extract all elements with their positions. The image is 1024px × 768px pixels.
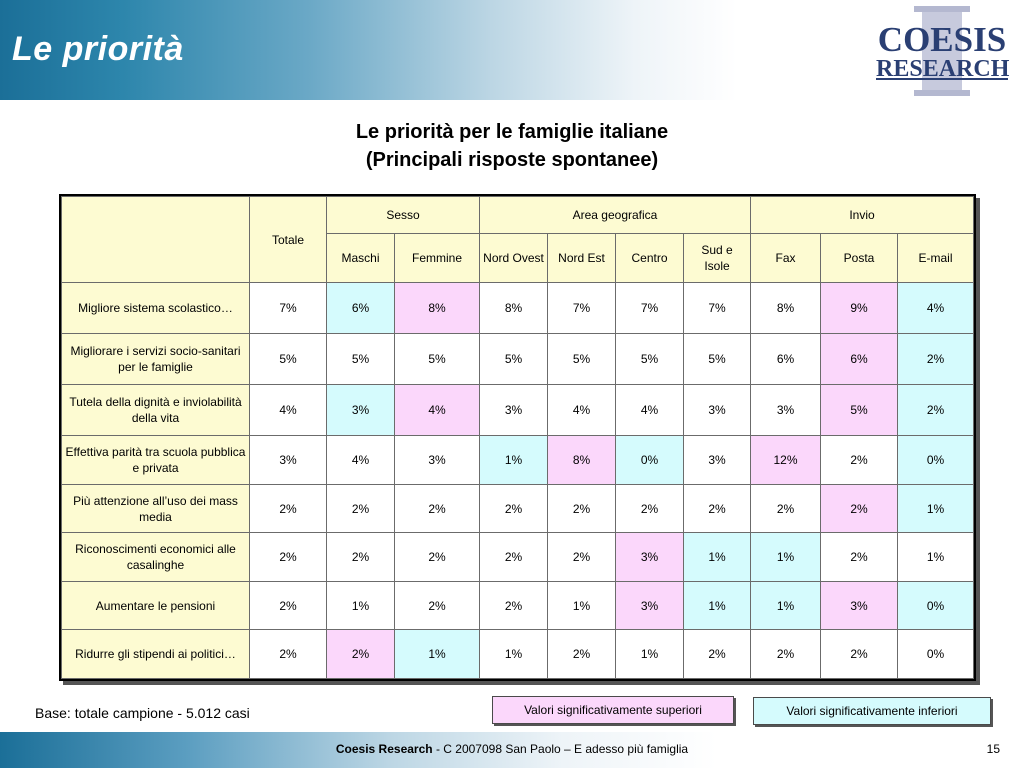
row-label: Migliore sistema scolastico… — [62, 283, 250, 334]
table-row — [62, 436, 974, 485]
value-cell: 8% — [480, 283, 548, 334]
value-cell: 6% — [751, 334, 821, 385]
value-cell: 3% — [395, 436, 480, 485]
value-cell: 4% — [327, 436, 395, 485]
header-invio: Invio — [751, 197, 974, 234]
value-cell: 2% — [616, 485, 684, 533]
value-cell: 5% — [250, 334, 327, 385]
logo-text-coesis: COESIS — [877, 20, 1007, 59]
value-cell: 3% — [327, 385, 395, 436]
value-cell: 2% — [684, 630, 751, 679]
value-cell: 5% — [480, 334, 548, 385]
subheader-cell: Nord Ovest — [480, 234, 548, 283]
row-label: Riconoscimenti economici alle casalinghe — [62, 533, 250, 582]
value-cell: 2% — [821, 436, 898, 485]
value-cell: 8% — [751, 283, 821, 334]
value-cell: 3% — [684, 436, 751, 485]
table-row — [62, 283, 974, 334]
slide-title: Le priorità — [12, 30, 184, 68]
value-cell: 12% — [751, 436, 821, 485]
value-cell: 1% — [898, 485, 974, 533]
legend-lower-values: Valori significativamente inferiori — [753, 697, 991, 725]
value-cell: 0% — [898, 582, 974, 630]
value-cell: 2% — [395, 582, 480, 630]
value-cell: 2% — [327, 485, 395, 533]
value-cell: 2% — [821, 485, 898, 533]
table-title — [0, 118, 1024, 174]
value-cell: 0% — [616, 436, 684, 485]
footer-description: - C 2007098 San Paolo – E adesso più famiglia — [432, 742, 689, 756]
coesis-logo — [876, 6, 1008, 96]
page-number: 15 — [986, 742, 1000, 756]
row-label: Ridurre gli stipendi ai politici… — [62, 630, 250, 679]
value-cell: 2% — [684, 485, 751, 533]
row-label: Migliorare i servizi socio-sanitari per le famiglie — [62, 334, 250, 385]
value-cell: 2% — [480, 533, 548, 582]
value-cell: 4% — [616, 385, 684, 436]
value-cell: 1% — [327, 582, 395, 630]
value-cell: 3% — [751, 385, 821, 436]
value-cell: 7% — [548, 283, 616, 334]
header-totale: Totale — [250, 197, 327, 283]
value-cell: 2% — [480, 582, 548, 630]
value-cell: 2% — [548, 533, 616, 582]
value-cell: 5% — [684, 334, 751, 385]
value-cell: 3% — [250, 436, 327, 485]
value-cell: 2% — [821, 630, 898, 679]
value-cell: 2% — [751, 485, 821, 533]
header-area-geografica: Area geografica — [480, 197, 751, 234]
value-cell: 2% — [250, 630, 327, 679]
value-cell: 3% — [616, 533, 684, 582]
value-cell: 2% — [480, 485, 548, 533]
value-cell: 2% — [751, 630, 821, 679]
value-cell: 1% — [684, 582, 751, 630]
value-cell: 4% — [898, 283, 974, 334]
subheader-cell: Posta — [821, 234, 898, 283]
value-cell: 5% — [327, 334, 395, 385]
table-row — [62, 385, 974, 436]
value-cell: 2% — [250, 533, 327, 582]
table-row — [62, 630, 974, 679]
subheader-cell: E-mail — [898, 234, 974, 283]
value-cell: 6% — [821, 334, 898, 385]
base-note: Base: totale campione - 5.012 casi — [35, 705, 250, 721]
value-cell: 2% — [327, 533, 395, 582]
subheader-cell: Nord Est — [548, 234, 616, 283]
value-cell: 4% — [548, 385, 616, 436]
value-cell: 8% — [395, 283, 480, 334]
value-cell: 1% — [480, 630, 548, 679]
table-title-line2: (Principali risposte spontanee) — [365, 149, 659, 171]
value-cell: 0% — [898, 436, 974, 485]
value-cell: 4% — [250, 385, 327, 436]
table-title-line1: Le priorità per le famiglie italiane — [355, 121, 669, 143]
value-cell: 0% — [898, 630, 974, 679]
value-cell: 1% — [898, 533, 974, 582]
value-cell: 7% — [684, 283, 751, 334]
table-row — [62, 334, 974, 385]
subheader-cell: Femmine — [395, 234, 480, 283]
value-cell: 9% — [821, 283, 898, 334]
footer-company: Coesis Research — [335, 742, 433, 756]
footer-text — [0, 742, 1024, 756]
priorities-table — [59, 194, 976, 681]
value-cell: 3% — [480, 385, 548, 436]
value-cell: 2% — [395, 533, 480, 582]
value-cell: 1% — [548, 582, 616, 630]
value-cell: 2% — [395, 485, 480, 533]
value-cell: 2% — [250, 582, 327, 630]
row-label: Tutela della dignità e inviolabilità della vita — [62, 385, 250, 436]
value-cell: 5% — [821, 385, 898, 436]
value-cell: 1% — [616, 630, 684, 679]
table-row — [62, 533, 974, 582]
value-cell: 2% — [821, 533, 898, 582]
subheader-cell: Centro — [616, 234, 684, 283]
value-cell: 3% — [616, 582, 684, 630]
subheader-cell: Maschi — [327, 234, 395, 283]
value-cell: 1% — [395, 630, 480, 679]
value-cell: 2% — [548, 630, 616, 679]
value-cell: 2% — [898, 334, 974, 385]
value-cell: 4% — [395, 385, 480, 436]
value-cell: 1% — [751, 582, 821, 630]
logo-text-research: RESEARCH — [876, 56, 1010, 82]
value-cell: 3% — [821, 582, 898, 630]
value-cell: 2% — [327, 630, 395, 679]
corner-cell — [62, 197, 250, 283]
subheader-cell: Sud e Isole — [684, 234, 751, 283]
value-cell: 8% — [548, 436, 616, 485]
legend-higher-values: Valori significativamente superiori — [492, 696, 734, 724]
value-cell: 2% — [548, 485, 616, 533]
value-cell: 1% — [480, 436, 548, 485]
value-cell: 2% — [898, 385, 974, 436]
value-cell: 7% — [616, 283, 684, 334]
value-cell: 1% — [684, 533, 751, 582]
value-cell: 5% — [395, 334, 480, 385]
row-label: Più attenzione all’uso dei mass media — [62, 485, 250, 533]
value-cell: 1% — [751, 533, 821, 582]
row-label: Effettiva parità tra scuola pubblica e privata — [62, 436, 250, 485]
table-row — [62, 485, 974, 533]
value-cell: 5% — [616, 334, 684, 385]
value-cell: 6% — [327, 283, 395, 334]
value-cell: 7% — [250, 283, 327, 334]
subheader-cell: Fax — [751, 234, 821, 283]
value-cell: 5% — [548, 334, 616, 385]
table-row — [62, 582, 974, 630]
value-cell: 2% — [250, 485, 327, 533]
header-sesso: Sesso — [327, 197, 480, 234]
row-label: Aumentare le pensioni — [62, 582, 250, 630]
value-cell: 3% — [684, 385, 751, 436]
